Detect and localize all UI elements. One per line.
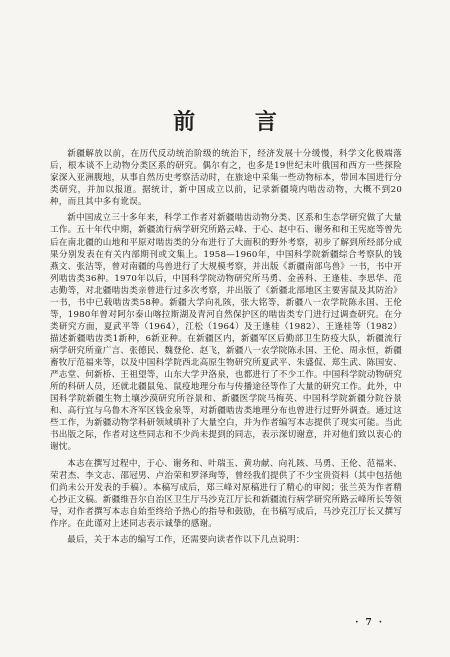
page-number: · 7 · <box>355 618 384 628</box>
preface-body <box>50 148 402 546</box>
page-title: 前 言 <box>173 108 303 135</box>
paragraph-4: 最后，关于本志的编写工作，还需要向读者作以下几点说明： <box>67 535 305 546</box>
paragraph-1: 新疆解放以前，在历代反动统治阶级的统治下，经济发展十分缓慢，科学文化极端落后，根本谈不上动物分类区系的研究。偶尔有之，也多是19世纪末叶俄国和西方一些探险家深入亚洲腹地，从事自然历史考察活动时，在旅途中采集一些动物标本，带回本国进行分类研究，并加以报道。据统计，新中国成立以前，记录新疆境内啮齿动物，大概不到20种，而且其中多有讹误。 <box>50 149 402 208</box>
paragraph-3: 本志在撰写过程中，于心、谢务和、叶瑞玉、黄功献、向礼陔、马勇、王伦、范福来、荣君杰、李文志、邵冠男、卢治荣和罗泽珣等，曾经我们提供了不少宝贵资料（其中包括他们尚未公开发表的手稿）。本稿写成后，郑三峰对原稿进行了精心的审阅；张兰英为作者精心抄正文稿。新疆维吾尔自治区卫生厅马沙克江厅长和新疆流行病学研究所路云峰所长等领导，对作者撰写本志自始至终给予热心的指导和鼓励，在书稿写成后，马沙克江厅长又撰写作序。在此谨对上述同志表示诚挚的感谢。 <box>50 458 402 529</box>
paragraph-2: 新中国成立三十多年来，科学工作者对新疆啮齿动物分类、区系和生态学研究做了大量工作。五十年代中期，新疆流行病学研究所路云峰、于心、赵中石、谢务和和王宪庭等曾先后在南北疆的山地和平原对啮齿类的分布进行了大面积的野外考察，初步了解到所经部分成果分别发表在有关内部期刊或文集上。1958—1960年，中国科学院新疆综合考察队的钱燕文、张洁等，曾对南疆的鸟兽进行了大规模考察，并出版《新疆南部鸟兽》一书，书中开列啮齿类36种。1970年以后，中国科学院动物研究所马勇、金善科、王逢桂、李思华、范志勤等，对北疆啮齿类亲曾进行过多次考察，并出版了《新疆北部地区主要害鼠及其防治》一书，书中已载啮齿类58种。新疆大学向礼陔，张大铭等，新疆八一农学院陈永国、王伦等，1980年曾对阿尔泰山喀拉斯湖及青河自然保护区的啮齿类专门进行过调查研究。在分类研究方面，夏武平等（1964），江松（1964）及王逢桂（1982）、王逢桂等（1982）描述新疆啮齿类1新种，6新亚种。在新疆区内，新疆军区后勤部卫生防疫大队，新疆流行病学研究所童广言、张德民、魏登伦、赵飞，新疆八一农学院陈永国、王伦、周永恒，新疆畜牧厅范福来等，以及中国科学院西北高原生物研究所夏武平、朱盛侃、郑生武、陈国安、严志堂、何新桥、王祖望等，山东大学尹洛泉，也都进行了不少工作。中国科学院动物研究所的科研人员，还就北疆鼠兔、鼠疫地理分布与传播途径等作了大量的研究工作。此外，中国科学院新疆生物土壤沙漠研究所谷景和、新疆医学院马梅英、中国科学院新疆分院谷景和、高行宜与乌鲁木齐军区钱金泉等，对新疆啮齿类地理分布也曾进行过野外调查。通过这些工作，为新疆动物学科研领域填补了大量空白，并为作者编写本志提供了现实可能。当此书出版之际，作者对这些同志和不少尚未提到的同志，表示深切谢意，并对他们致以衷心的谢忱。 <box>50 213 402 453</box>
